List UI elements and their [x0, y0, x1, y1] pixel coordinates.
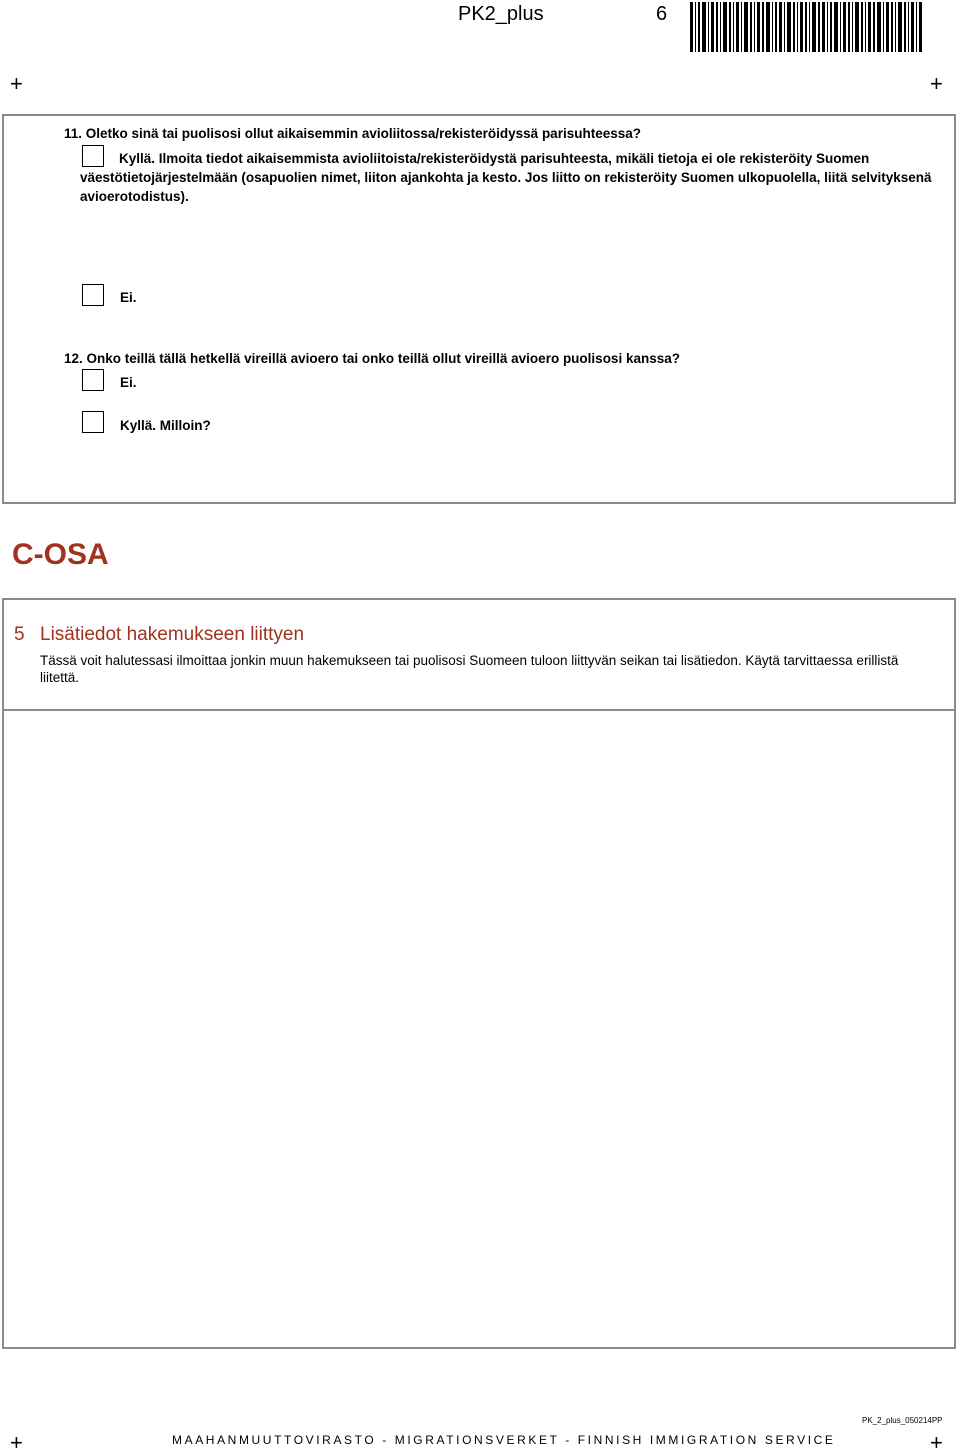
- registration-mark-icon: +: [10, 71, 23, 96]
- questions-panel: [2, 114, 956, 504]
- section-title: C-OSA: [12, 538, 109, 571]
- section-5-number: 5: [14, 624, 25, 645]
- agency-footer: MAAHANMUUTTOVIRASTO - MIGRATIONSVERKET - FINNISH IMMIGRATION SERVICE: [172, 1433, 836, 1447]
- q12-yes-label: Kyllä. Milloin?: [120, 418, 211, 433]
- q12-yes-checkbox[interactable]: [82, 411, 104, 433]
- page-number: 6: [656, 3, 668, 25]
- additional-info-textarea[interactable]: [2, 709, 956, 1349]
- section-5-description: Tässä voit halutessasi ilmoittaa jonkin muun hakemukseen tai puolisosi Suomeen tuloon liittyvän seikan tai lisätiedon. Käytä tarvittaessa erillistä liitettä.: [40, 653, 899, 685]
- question-12-text: 12. Onko teillä tällä hetkellä vireillä avioero tai onko teillä ollut vireillä avioero puolisosi kanssa?: [64, 351, 680, 366]
- question-11-text: 11. Oletko sinä tai puolisosi ollut aikaisemmin avioliitossa/rekisteröidyssä parisuhteessa?: [64, 126, 641, 141]
- q11-no-label: Ei.: [120, 290, 137, 305]
- barcode-icon: [690, 2, 922, 52]
- registration-mark-icon: +: [10, 1430, 23, 1455]
- q12-no-checkbox[interactable]: [82, 369, 104, 391]
- q11-no-checkbox[interactable]: [82, 284, 104, 306]
- section-5-title: Lisätiedot hakemukseen liittyen: [40, 624, 305, 645]
- section-5-header: [2, 598, 956, 711]
- registration-mark-icon: +: [930, 71, 943, 96]
- q12-no-label: Ei.: [120, 375, 137, 390]
- form-title: PK2_plus: [458, 3, 544, 25]
- form-code: PK_2_plus_050214PP: [862, 1416, 943, 1425]
- registration-mark-icon: +: [930, 1430, 943, 1455]
- q11-yes-text: Kyllä. Ilmoita tiedot aikaisemmista avioliitoista/rekisteröidystä parisuhteesta, mikäli tietoja ei ole rekisteröity Suomen väestötietojärjestelmään (osapuolien nimet, liiton ajankohta ja kesto. Jos liitto on rekisteröity Suomen ulkopuolella, liitä selvityksenä avioerotodistus).: [80, 151, 932, 204]
